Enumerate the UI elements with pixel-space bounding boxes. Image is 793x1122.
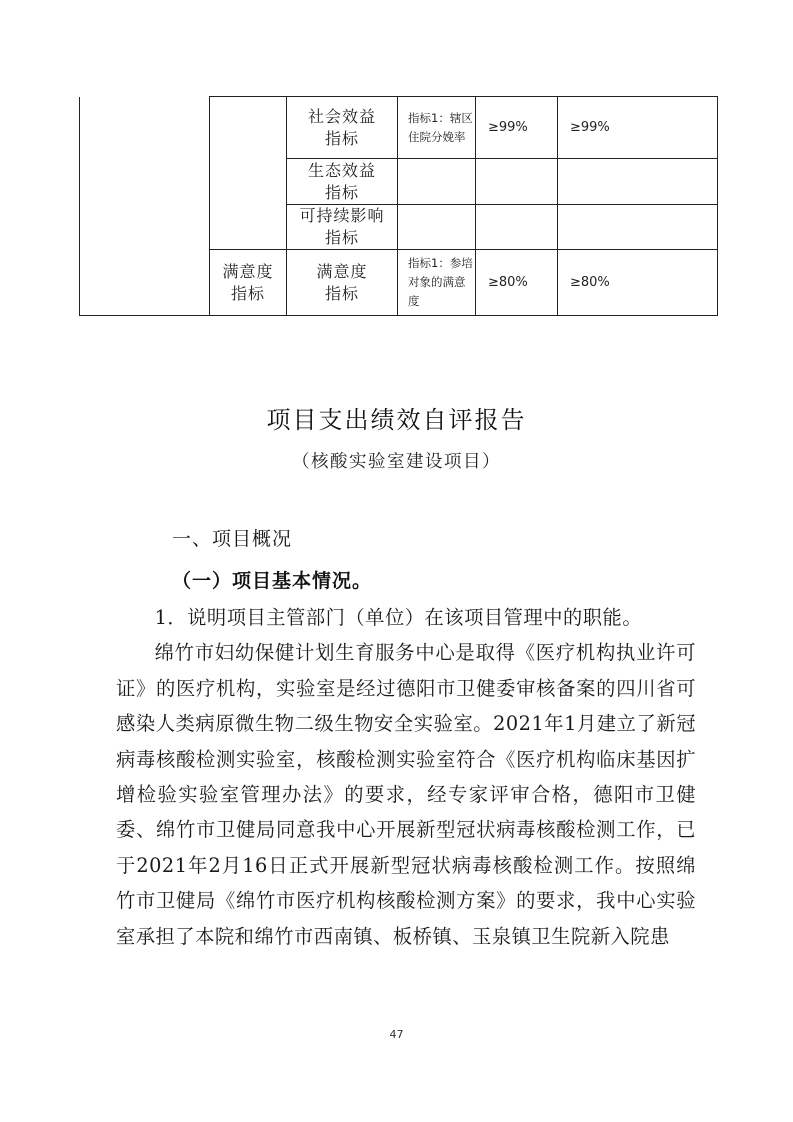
level3-cell: 可持续影响指标 — [287, 205, 398, 250]
page-number: 47 — [389, 1028, 404, 1041]
report-subtitle: （核酸实验室建设项目） — [292, 452, 501, 472]
level3-cell: 满意度指标 — [287, 250, 398, 316]
target-value-cell — [476, 159, 558, 205]
level3-cell: 社会效益指标 — [287, 97, 398, 159]
level1-cell — [80, 97, 210, 316]
actual-value-cell: ≥80% — [558, 250, 718, 316]
indicator-cell: 指标1：参培对象的满意度 — [398, 250, 476, 316]
target-value-cell — [476, 205, 558, 250]
indicator-cell: 指标1：辖区住院分娩率 — [398, 97, 476, 159]
indicator-cell — [398, 159, 476, 205]
level2-cell: 满意度指标 — [210, 250, 287, 316]
actual-value-cell: ≥99% — [558, 97, 718, 159]
target-value-cell: ≥99% — [476, 97, 558, 159]
report-body — [116, 600, 696, 954]
body-paragraph: 1．说明项目主管部门（单位）在该项目管理中的职能。 — [154, 606, 643, 629]
level2-cell — [210, 97, 287, 250]
report-title: 项目支出绩效自评报告 — [266, 406, 527, 434]
actual-value-cell — [558, 159, 718, 205]
level3-cell: 生态效益指标 — [287, 159, 398, 205]
subsection-heading: （一）项目基本情况。 — [172, 570, 373, 592]
section-heading: 一、项目概况 — [172, 528, 293, 550]
indicator-cell — [398, 205, 476, 250]
target-value-cell: ≥80% — [476, 250, 558, 316]
performance-indicator-table — [79, 96, 718, 316]
table-row — [80, 97, 718, 159]
body-paragraph: 绵竹市妇幼保健计划生育服务中心是取得《医疗机构执业许可证》的医疗机构，实验室是经过德阳市卫健委审核备案的四川省可感染人类病原微生物二级生物安全实验室。2021年1月建立了新冠病毒核酸检测实验室，核酸检测实验室符合《医疗机构临床基因扩增检验实验室管理办法》的要求，经专家评审合格，德阳市卫健委、绵竹市卫健局同意我中心开展新型冠状病毒核酸检测工作，已于2021年2月16日正式开展新型冠状病毒核酸检测工作。按照绵竹市卫健局《绵竹市医疗机构核酸检测方案》的要求，我中心实验室承担了本院和绵竹市西南镇、板桥镇、玉泉镇卫生院新入院患 — [116, 641, 696, 948]
actual-value-cell — [558, 205, 718, 250]
